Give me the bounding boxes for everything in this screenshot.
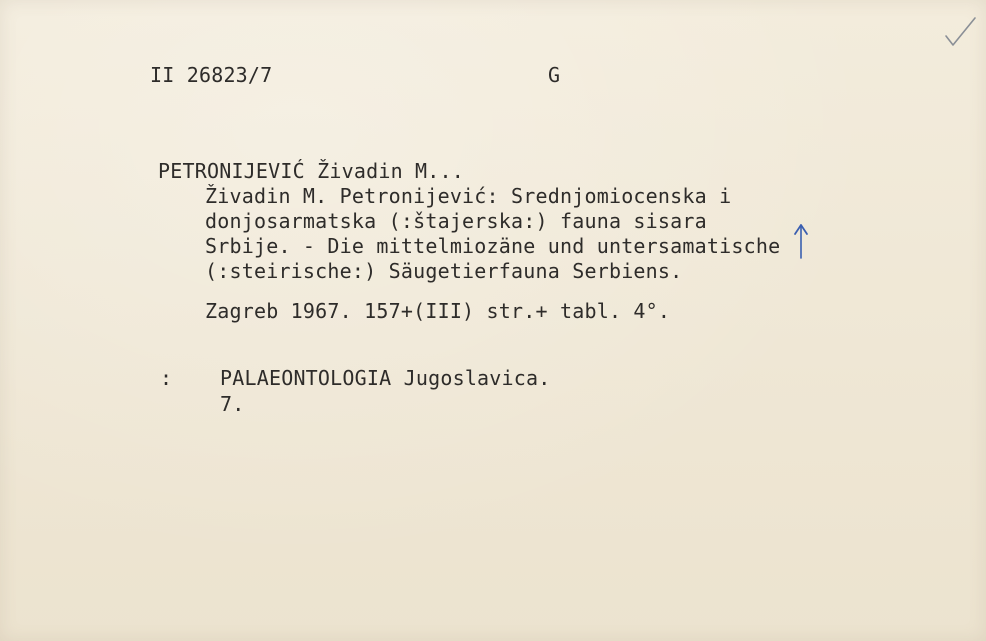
series-number: 7. (220, 392, 245, 416)
title-line-1: Živadin M. Petronijević: Srednjomiocenska i (205, 184, 732, 208)
blue-insertion-mark-icon (791, 222, 811, 262)
series-name: PALAEONTOLOGIA Jugoslavica. (220, 366, 551, 390)
title-line-3: Srbije. - Die mittelmiozäne und untersamatische (205, 234, 781, 258)
title-line-2: donjosarmatska (:štajerska:) fauna sisara (205, 209, 707, 233)
title-line-4: (:steirische:) Säugetierfauna Serbiens. (205, 259, 683, 283)
location-code: G (548, 63, 561, 87)
call-number: II 26823/7 (150, 63, 273, 87)
pencil-check-mark-icon (942, 14, 978, 50)
author-heading: PETRONIJEVIĆ Živadin M... (158, 159, 465, 183)
imprint-line: Zagreb 1967. 157+(III) str.+ tabl. 4°. (205, 299, 671, 323)
series-colon: : (160, 366, 173, 390)
